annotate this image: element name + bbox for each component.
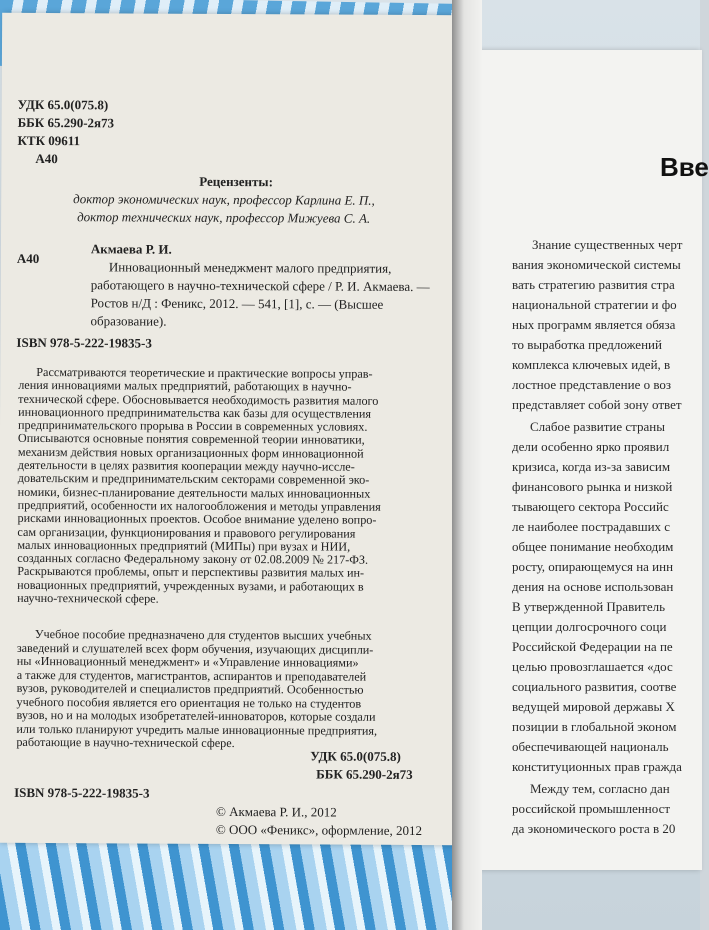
abstract-line: деятельности в целях развития кооперации между научно-иссле- [17, 457, 355, 474]
right-line: вания экономической системы [512, 257, 681, 272]
abstract-line: механизм действия новых организационных форм инновационной [17, 444, 364, 461]
udk-bottom: УДК 65.0(075.8) [310, 748, 401, 764]
abstract [17, 366, 438, 608]
audience-line: работающие в научно-технической сфере. [16, 734, 235, 751]
abstract-line: номики, бизнес-планирование деятельности малых инновационных [17, 484, 371, 501]
right-line: социального развития, соотве [512, 679, 677, 694]
audience-line: ны «Инновационный менеджмент» и «Управление инновациями» [16, 653, 359, 670]
biblio-line-2: работающего в научно-технической сфере / Р. И. Акмаева. — [90, 277, 430, 295]
abstract-line: малых инновационных предприятий (МИПы) при вузах и НИИ, [17, 537, 351, 554]
right-line: то выработка предложений [512, 337, 662, 352]
bbk-code: ББК 65.290-2я73 [17, 114, 115, 131]
audience [16, 628, 437, 752]
right-line: В утвержденной Правитель [512, 599, 666, 614]
right-line: да экономического роста в 20 [512, 821, 676, 836]
copyright-publisher: © ООО «Феникс», оформление, 2012 [215, 821, 423, 839]
abstract-line: Описываются основные понятия современной теории инноватики, [17, 431, 365, 448]
reviewers-title: Рецензенты: [199, 173, 273, 190]
right-line: тывающего сектора Российс [512, 499, 669, 514]
right-line: вать стратегию развития стра [512, 277, 675, 292]
right-line: дели особенно ярко проявил [512, 439, 670, 454]
audience-line: заведений и слушателей всех форм обучения, изучающих дисципли- [16, 640, 374, 657]
isbn-bottom: ISBN 978-5-222-19835-3 [14, 784, 150, 801]
right-line: финансового рынка и низкой [512, 479, 673, 494]
abstract-line: Рассматриваются теоретические и практические вопросы управ- [36, 364, 373, 381]
right-line: дения на основе использован [512, 579, 674, 594]
abstract-line: научно-технической сфере. [17, 590, 159, 606]
right-line: ле наиболее пострадавших с [512, 519, 671, 534]
book-gutter [452, 0, 482, 930]
right-line: росту, опирающемуся на инн [512, 559, 674, 574]
right-line: Между тем, согласно дан [530, 781, 670, 796]
right-line: представляет собой зону ответ [512, 397, 682, 412]
right-line: позиции в глобальной эконом [512, 719, 677, 734]
right-line: российской промышленност [512, 801, 671, 816]
right-line: ведущей мировой державы X [512, 699, 675, 714]
right-line: обеспечивающей националь [512, 739, 669, 754]
bbk-bottom: ББК 65.290-2я73 [316, 766, 413, 782]
audience-line: или только планируют учредить малые инновационные предприятия, [16, 721, 378, 738]
isbn-top: ISBN 978-5-222-19835-3 [16, 334, 152, 351]
abstract-line: предпринимательского прорыва в России в современных условиях. [17, 418, 368, 434]
audience-line: вузов, руководителей и специалистов предприятий. Особенностью [16, 680, 364, 697]
abstract-line: Раскрываются проблемы, опыт и перспективы развития малых ин- [17, 564, 365, 581]
biblio-line-3: Ростов н/Д : Феникс, 2012. — 541, [1], с. — (Высшее [90, 295, 384, 312]
abstract-line: предприятий, особенности их налогообложения и методы управления [17, 497, 381, 514]
right-line: конституционных прав гражда [512, 759, 682, 774]
audience-line: а также для студентов, магистрантов, аспирантов и преподавателей [16, 667, 367, 684]
right-line: комплекса ключевых идей, в [512, 357, 671, 372]
abstract-line: новационных предприятий, учрежденных вузами, и работающих в [17, 577, 364, 594]
biblio-line-4: образование). [90, 313, 167, 329]
right-line: Слабое развитие страны [530, 419, 665, 434]
left-page [0, 13, 460, 845]
right-page-heading: Вве [660, 152, 709, 182]
biblio-line-1: Инновационный менеджмент малого предприятия, [108, 259, 392, 276]
abstract-line: рисками инновационных проектов. Особое внимание уделено вопро- [17, 511, 377, 528]
right-line: кризиса, когда из-за зависим [512, 459, 671, 474]
ktk-code: КТК 09611 [17, 132, 81, 149]
right-line: общее понимание необходим [512, 539, 674, 554]
abstract-line: довательским и предпринимательским секторами современной эко- [17, 471, 370, 488]
reviewer-1: доктор экономических наук, профессор Карлина Е. П., [73, 191, 375, 208]
right-line: ных программ является обяза [512, 317, 676, 332]
audience-line: вузов, но и на молодых изобретателей-инноваторов, которые создали [16, 707, 376, 724]
udk-code: УДК 65.0(075.8) [17, 96, 109, 113]
right-line: Знание существенных черт [532, 237, 683, 252]
abstract-line: инновационного предпринимательства как базы для осуществления [18, 404, 372, 421]
right-line: национальной стратегии и фо [512, 297, 677, 312]
right-line: Российской Федерации на пе [512, 639, 673, 654]
audience-line: учебного пособия является его ориентация не только на студентов [16, 694, 362, 711]
right-line: цепции долгосрочного соци [512, 619, 667, 634]
abstract-line: технической сфере. Обосновывается необходимость развития малого [18, 391, 379, 408]
reviewer-2: доктор технических наук, профессор Мижуева С. А. [77, 209, 371, 226]
abstract-line: сам организации, функционирования и правового регулирования [17, 524, 356, 541]
right-line: целью провозглашается «дос [512, 659, 673, 674]
copyright-author: © Акмаева Р. И., 2012 [215, 803, 337, 820]
abstract-line: ления инновациями малых предприятий, работающих в научно- [18, 378, 352, 394]
author-mark: А40 [35, 150, 58, 167]
audience-line: Учебное пособие предназначено для студентов высших учебных [34, 626, 372, 643]
right-line: лостное представление о воз [512, 377, 672, 392]
author-name: Акмаева Р. И. [90, 241, 172, 257]
author-code: А40 [16, 250, 40, 267]
abstract-line: созданных согласно Федеральному закону от 02.08.2009 № 217-ФЗ. [17, 551, 369, 567]
